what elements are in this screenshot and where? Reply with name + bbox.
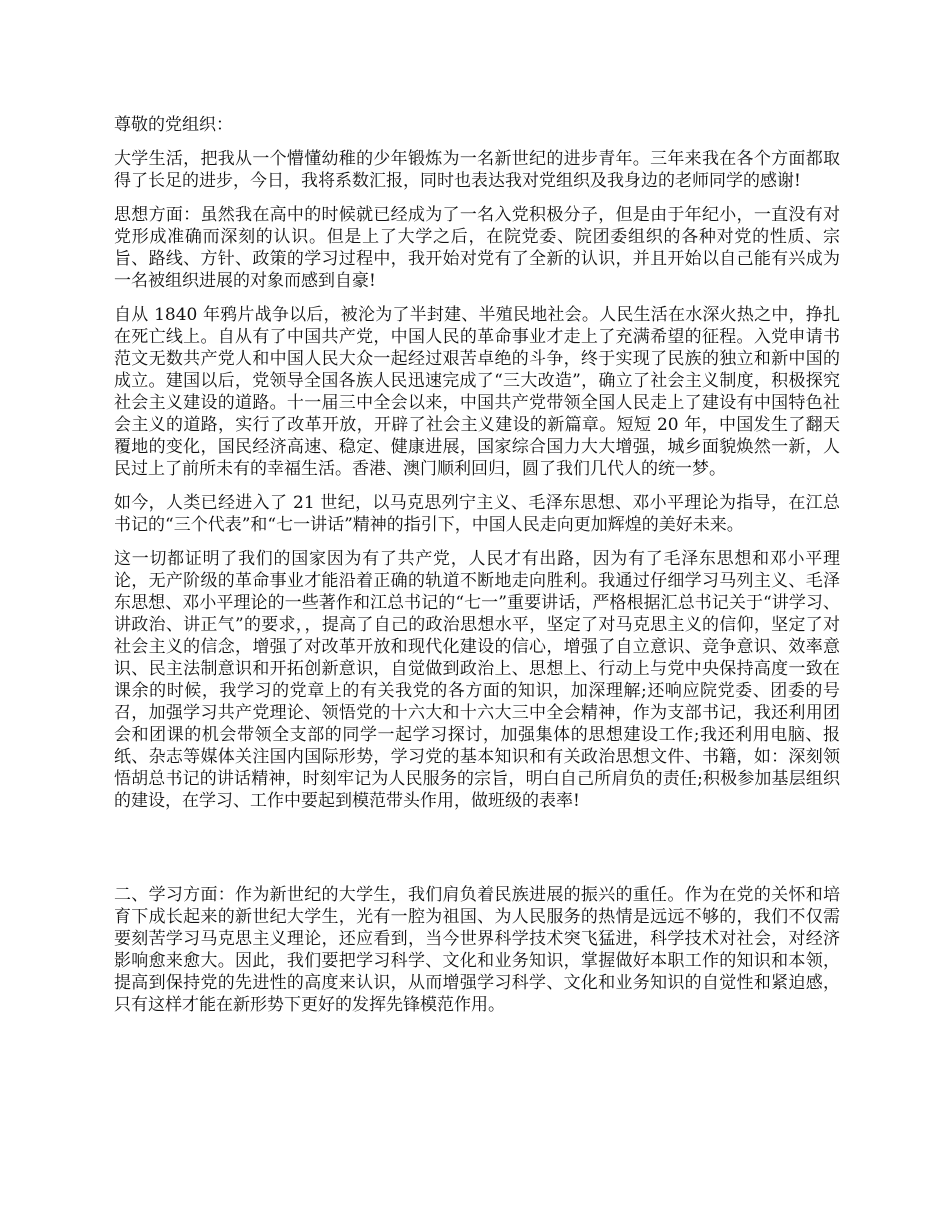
paragraph-intro: 大学生活，把我从一个懵懂幼稚的少年锻炼为一名新世纪的进步青年。三年来我在各个方面都取得了长足的进步，今日，我将系数汇报，同时也表达我对党组织及我身边的老师同学的感谢!: [114, 149, 840, 191]
salutation: 尊敬的党组织：: [114, 115, 233, 135]
paragraph-section-two: 二、学习方面：作为新世纪的大学生，我们肩负着民族进展的振兴的重任。作为在党的关怀和培育下成长起来的新世纪大学生，光有一腔为祖国、为人民服务的热情是远远不够的，我们不仅需要刻苦学习马克思主义理论，还应看到，当今世界科学技术突飞猛进，科学技术对社会，对经济影响愈来愈大。因此，我们要把学习科学、文化和业务知识，掌握做好本职工作的知识和本领，提高到保持党的先进性的高度来认识，从而增强学习科学、文化和业务知识的自觉性和紧迫感，只有这样才能在新形势下更好的发挥先锋模范作用。: [114, 885, 840, 1015]
document-body: [114, 114, 840, 1028]
paragraph-history: 自从 1840 年鸦片战争以后，被沦为了半封建、半殖民地社会。人民生活在水深火热之中，挣扎在死亡线上。自从有了中国共产党，中国人民的革命事业才走上了充满希望的征程。入党申请书范文无数共产党人和中国人民大众一起经过艰苦卓绝的斗争，终于实现了民族的独立和新中国的成立。建国以后，党领导全国各族人民迅速完成了“三大改造”，确立了社会主义制度，积极探究社会主义建设的道路。十一届三中全会以来，中国共产党带领全国人民走上了建设有中国特色社会主义的道路，实行了改革开放，开辟了社会主义建设的新篇章。短短 20 年，中国发生了翻天覆地的变化，国民经济高速、稳定、健康进展，国家综合国力大大增强，城乡面貌焕然一新，人民过上了前所未有的幸福生活。香港、澳门顺利回归，圆了我们几代人的统一梦。: [114, 305, 840, 479]
paragraph-study-theory: 这一切都证明了我们的国家因为有了共产党，人民才有出路，因为有了毛泽东思想和邓小平理论，无产阶级的革命事业才能沿着正确的轨道不断地走向胜利。我通过仔细学习马列主义、毛泽东思想、邓小平理论的一些著作和江总书记的“七一”重要讲话，严格根据汇总书记关于“讲学习、讲政治、讲正气”的要求，，提高了自己的政治思想水平，坚定了对马克思主义的信仰，坚定了对社会主义的信念，增强了对改革开放和现代化建设的信心，增强了自立意识、竞争意识、效率意识、民主法制意识和开拓创新意识，自觉做到政治上、思想上、行动上与党中央保持高度一致在课余的时候，我学习的党章上的有关我党的各方面的知识，加深理解;还响应院党委、团委的号召，加强学习共产党理论、领悟党的十六大和十六大三中全会精神，作为支部书记，我还利用团会和团课的机会带领全支部的同学一起学习探讨，加强集体的思想建设工作;我还利用电脑、报纸、杂志等媒体关注国内国际形势，学习党的基本知识和有关政治思想文件、书籍，如：深刻领悟胡总书记的讲话精神，时刻牢记为人民服务的宗旨，明白自己所肩负的责任;积极参加基层组织的建设，在学习、工作中要起到模范带头作用，做班级的表率!: [114, 549, 840, 811]
blank-space: [114, 824, 840, 884]
paragraph-thought: 思想方面：虽然我在高中的时候就已经成为了一名入党积极分子，但是由于年纪小，一直没有对党形成准确而深刻的认识。但是上了大学之后，在院党委、院团委组织的各种对党的性质、宗旨、路线、方针、政策的学习过程中，我开始对党有了全新的认识，并且开始以自己能有兴成为一名被组织进展的对象而感到自豪!: [114, 205, 840, 291]
paragraph-present: 如今，人类已经进入了 21 世纪，以马克思列宁主义、毛泽东思想、邓小平理论为指导，在江总书记的“三个代表”和“七一讲话”精神的指引下，中国人民走向更加辉煌的美好未来。: [114, 493, 840, 535]
